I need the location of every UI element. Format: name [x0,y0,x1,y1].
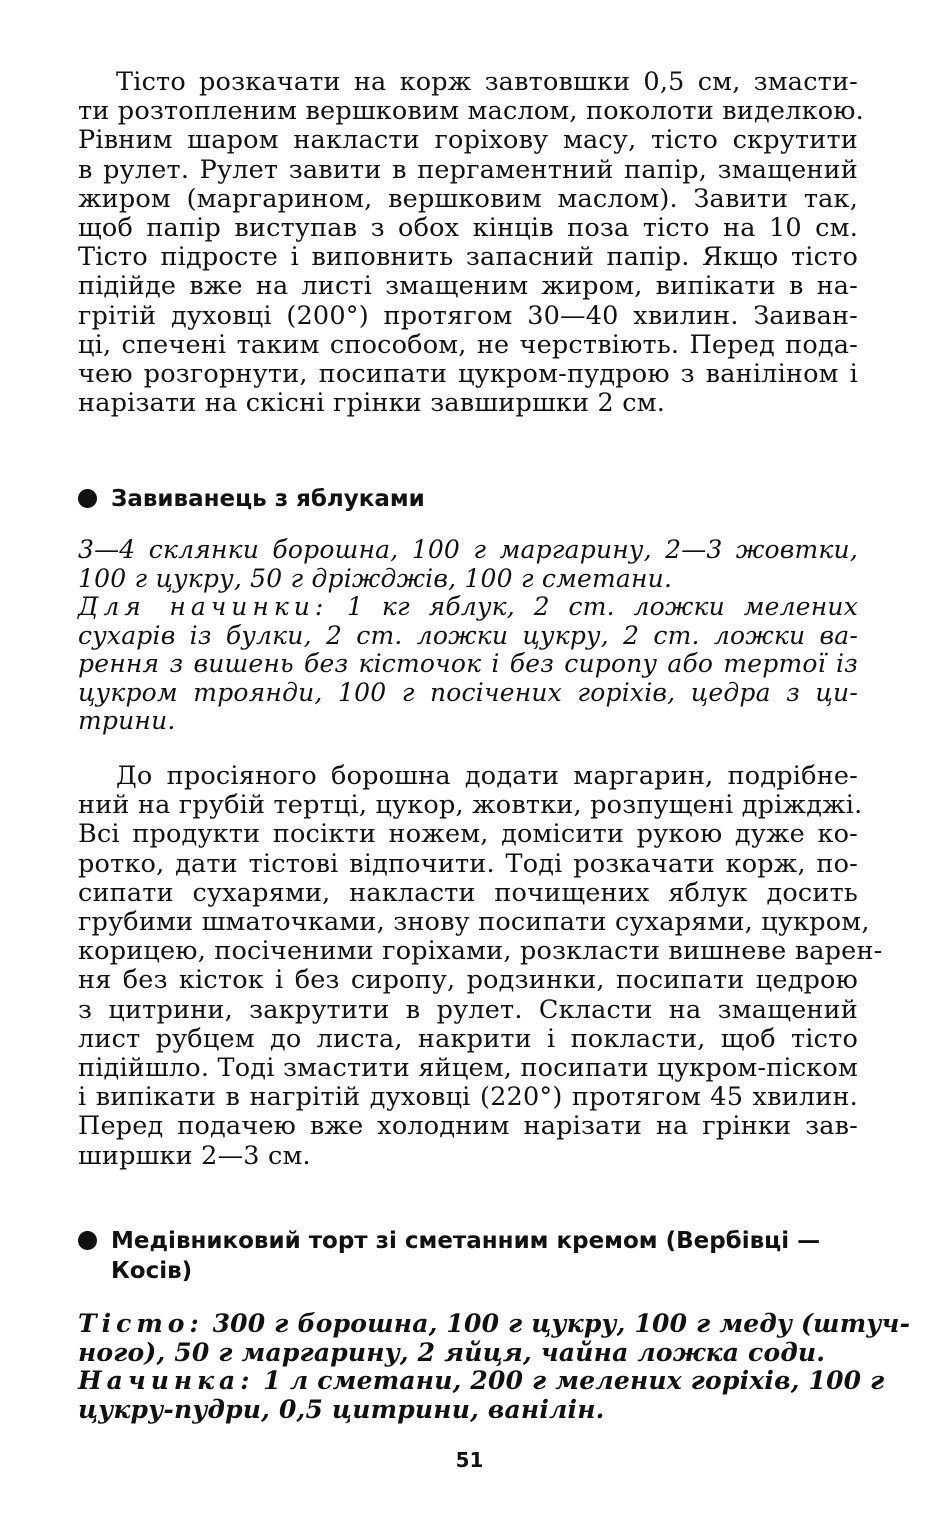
recipe-ingredients [78,536,858,736]
bullet-icon [78,489,97,508]
text-line: корицею, посіченими горіхами, розкласти вишневе варен- [78,936,883,967]
text-line: До просіяного борошна додати маргарин, подрібне- [116,761,858,791]
text-line: з цитрини, закрутити в рулет. Скласти на змащений [78,994,858,1025]
filling-label: Начинка: [78,1366,255,1395]
text-line: ротко, дати тістові відпочити. Тоді розкачати корж, по- [78,848,858,879]
recipe-title: Медівниковий торт зі сметанним кремом (Вербівці — [111,1228,821,1254]
recipe-title: Завиванець з яблуками [111,486,425,512]
text-line: жиром (маргарином, вершковим маслом). Завити так, [78,183,858,214]
filling-line: цукром троянди, 100 г посічених горіхів, цедра з ци- [78,677,858,707]
filling-line [78,593,858,622]
dough-line: ного), 50 г маргарину, 2 яйця, чайна ложка соди. [78,1337,826,1367]
page-number: 51 [455,1448,484,1472]
intro-paragraph [78,67,864,419]
filling-line: трини. [78,706,176,735]
filling-line: сухарів із булки, 2 ст. ложки цукру, 2 ст. ложки ва- [78,620,858,650]
text-line: ти розтопленим вершковим маслом, поколоти виделкою. [78,96,864,127]
dough-line [78,1309,911,1339]
bullet-icon [78,1231,97,1250]
text-line: підійшло. Тоді змастити яйцем, посипати цукром-піском [78,1053,858,1084]
recipe-heading [78,484,868,514]
text-line: Тісто підросте і виповнить запасний папір. Якщо тісто [78,242,858,273]
text-line: Всі продукти посікти ножем, домісити рукою дуже ко- [78,819,858,850]
text-line: Рівним шаром накласти горіхову масу, тісто скрутити [78,125,858,156]
text-line: ня без кісток і без сиропу, родзинки, посипати цедрою [78,965,858,996]
text-line: ширшки 2—3 см. [78,1140,311,1171]
text-line: Перед подачею вже холодним нарізати на грінки зав- [78,1111,858,1142]
text-line: грубими шматочками, знову посипати сухарями, цукром, [78,907,870,938]
text-line: ний на грубій тертці, цукор, жовтки, розпущені дріжджі. [78,790,863,821]
filling-label: Для начинки: [78,592,329,621]
text-line: підійде вже на листі змащеним жиром, випікати в на- [78,271,858,302]
text-line: щоб папір виступав з обох кінців поза тісто на 10 см. [78,213,858,244]
text-line: і випікати в нагрітій духовці (220°) протягом 45 хвилин. [78,1082,858,1113]
text-line: сипати сухарями, накласти почищених яблук досить [78,877,858,908]
filling-line [78,1366,885,1396]
text-line: грітій духовці (200°) протягом 30—40 хвилин. Заиван- [78,300,858,331]
text-line: чею розгорнути, посипати цукром-пудрою з ваніліном і [78,359,858,390]
dough-text: 300 г борошна, 100 г цукру, 100 г меду (штуч- [203,1309,911,1338]
text-line: ці, спечені таким способом, не черствіють. Перед пода- [78,329,858,360]
recipe-heading [78,1226,868,1286]
text-line: нарізати на скісні грінки завширшки 2 см. [78,388,666,419]
filling-text: 1 кг яблук, 2 ст. ложки мелених [328,592,859,621]
recipe-title-cont: Косів) [111,1258,193,1284]
text-line: в рулет. Рулет завити в пергаментний папір, змащений [78,154,858,185]
filling-line: цукру-пудри, 0,5 цитрини, ванілін. [78,1394,605,1424]
dough-label: Тісто: [78,1309,204,1338]
recipe-ingredients [78,1309,911,1424]
text-line: лист рубцем до листа, накрити і покласти, щоб тісто [78,1023,858,1054]
filling-line: рення з вишень без кісточок і без сиропу або тертої із [78,649,858,678]
text-line: Тісто розкачати на корж завтовшки 0,5 см, змасти- [116,67,858,97]
ingredient-line: 100 г цукру, 50 г дріжджів, 100 г сметани. [78,563,673,593]
filling-text: 1 л сметани, 200 г мелених горіхів, 100 г [254,1366,885,1395]
recipe-method [78,761,883,1171]
ingredient-line: 3—4 склянки борошна, 100 г маргарину, 2—3 жовтки, [78,535,858,564]
